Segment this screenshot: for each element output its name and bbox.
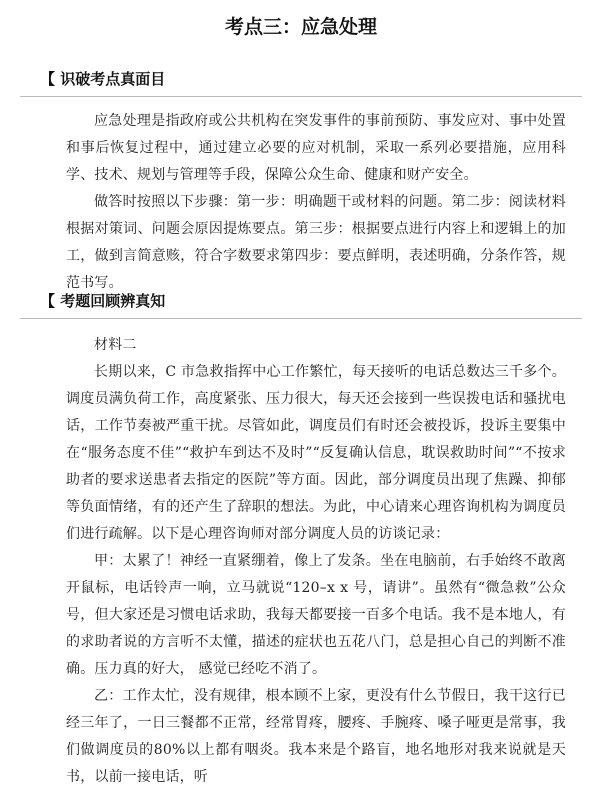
material-label: 材料二 xyxy=(94,337,137,353)
paragraph-3: 长期以来，C 市急救指挥中心工作繁忙，每天接听的电话总数达三千多个。调度员满负荷工作，高度紧张、压力很大，每天还会接到一些误拨电话和骚扰电话，工作节奏被严重干扰。尽管如此，调度员们有时还会被投诉，投诉主要集中在“服务态度不佳”“救护车到达不及时”“反复确认信息，耽误救助时间”“不按求助者的要求送患者去指定的医院”等方面。因此，部分调度员出现了焦躁、抑郁等负面情绪，有的还产生了辞职的想法。为此，中心请来心理咨询机构为调度员们进行疏解。以下是心理咨询师对部分调度人员的访谈记录： xyxy=(66,364,566,542)
divider-2 xyxy=(20,318,582,319)
section-heading-2: 【 考题回顾辨真知 xyxy=(40,292,166,310)
paragraph-4: 甲：太累了！神经一直紧绷着，像上了发条。坐在电脑前，右手始终不敢离开鼠标，电话铃声一响，立马就说“120–x x 号，请讲”。虽然有“微急救”公众号，但大家还是习惯电话求助，我每天都要接一百多个电话。我不是本地人，有的求助者说的方言听不太懂，描述的症状也五花八门，总是担心自己的判断不准确。压力真的好大， 感觉已经吃不消了。 xyxy=(66,553,566,677)
paragraph-1: 应急处理是指政府或公共机构在突发事件的事前预防、事发应对、事中处置和事后恢复过程中，通过建立必要的应对机制，采取一系列必要措施，应用科学、技术、规划与管理等手段，保障公众生命、健康和财产安全。 xyxy=(66,113,566,183)
paragraph-2: 做答时按照以下步骤：第一步：明确题干或材料的问题。第二步：阅读材料根据对策词、问题会原因提炼要点。第三步：根据要点进行内容上和逻辑上的加工，做到言简意赅，符合字数要求第四步：要点鲜明，表述明确，分条作答，规范书写。 xyxy=(66,194,566,291)
paragraph-5: 乙：工作太忙，没有规律，根本顾不上家，更没有什么节假日，我干这行已经三年了，一日三餐都不正常，经常胃疼，腰疼、手腕疼、嗓子哑更是常事，我们做调度员的80%以上都有咽炎。我本来是个路盲，地名地形对我来说就是天书，以前一接电话，听 xyxy=(66,688,566,785)
page-title: 考点三：应急处理 xyxy=(224,16,377,38)
section-heading-1: 【 识破考点真面目 xyxy=(40,70,166,88)
divider-1 xyxy=(20,96,582,97)
